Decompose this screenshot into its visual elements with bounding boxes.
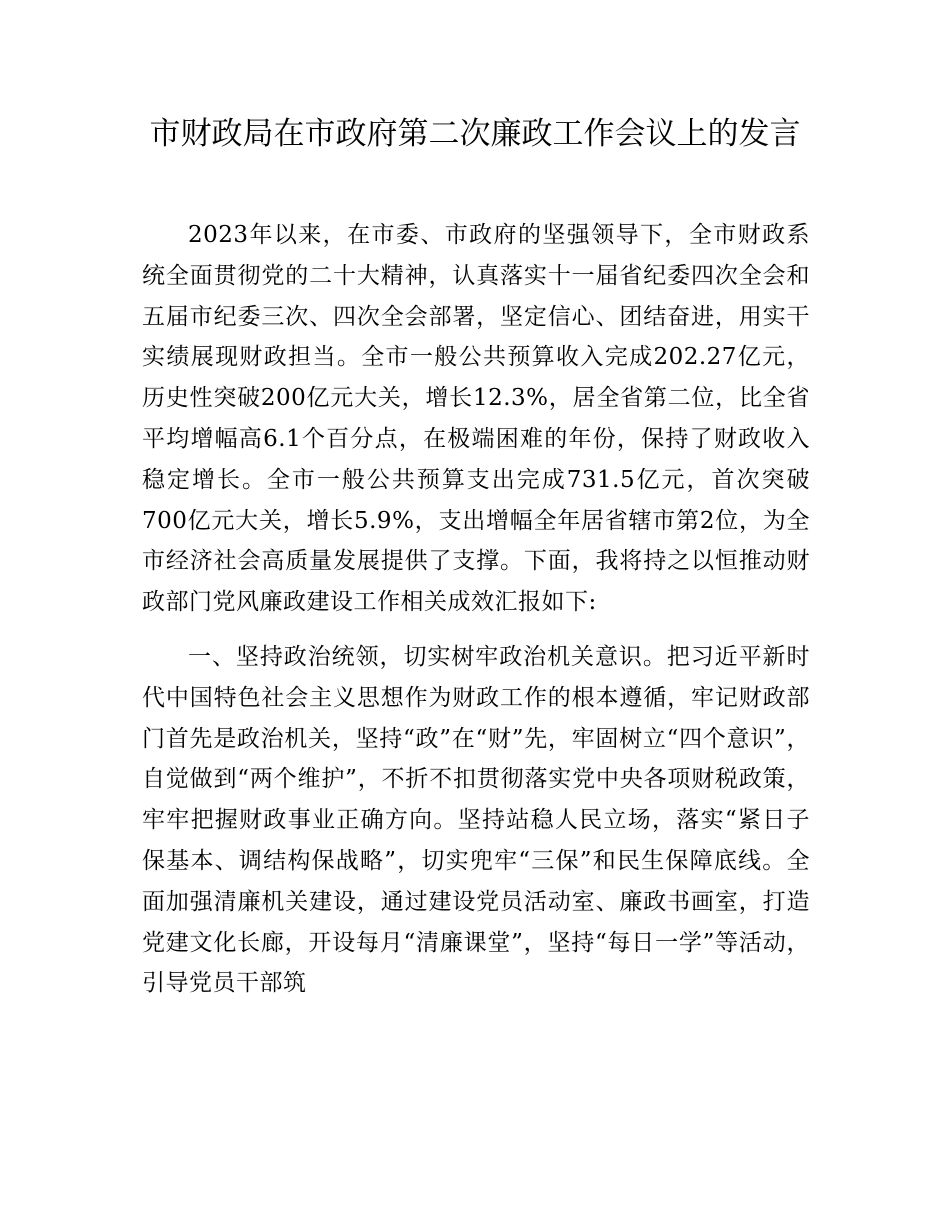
- document-title: 市财政局在市政府第二次廉政工作会议上的发言: [149, 116, 801, 152]
- paragraph-intro: 2023年以来，在市委、市政府的坚强领导下，全市财政系统全面贯彻党的二十大精神，认真落实十一届省纪委四次全会和五届市纪委三次、四次全会部署，坚定信心、团结奋进，用实干实绩展现财政担当。全市一般公共预算收入完成202.27亿元，历史性突破200亿元大关，增长12.3%，居全省第二位，比全省平均增幅高6.1个百分点，在极端困难的年份，保持了财政收入稳定增长。全市一般公共预算支出完成731.5亿元，首次突破700亿元大关，增长5.9%，支出增幅全年居省辖市第2位，为全市经济社会高质量发展提供了支撑。下面，我将持之以恒推动财政部门党风廉政建设工作相关成效汇报如下:: [142, 222, 810, 616]
- paragraph-section-one: 一、坚持政治统领，切实树牢政治机关意识。把习近平新时代中国特色社会主义思想作为财政工作的根本遵循，牢记财政部门首先是政治机关，坚持“政”在“财”先，牢固树立“四个意识”，自觉做到“两个维护”，不折不扣贯彻落实党中央各项财税政策，牢牢把握财政事业正确方向。坚持站稳人民立场，落实“紧日子保基本、调结构保战略”，切实兜牢“三保”和民生保障底线。全面加强清廉机关建设，通过建设党员活动室、廉政书画室，打造党建文化长廊，开设每月“清廉课堂”，坚持“每日一学”等活动，引导党员干部筑: [142, 643, 810, 997]
- document-body: [142, 215, 810, 1004]
